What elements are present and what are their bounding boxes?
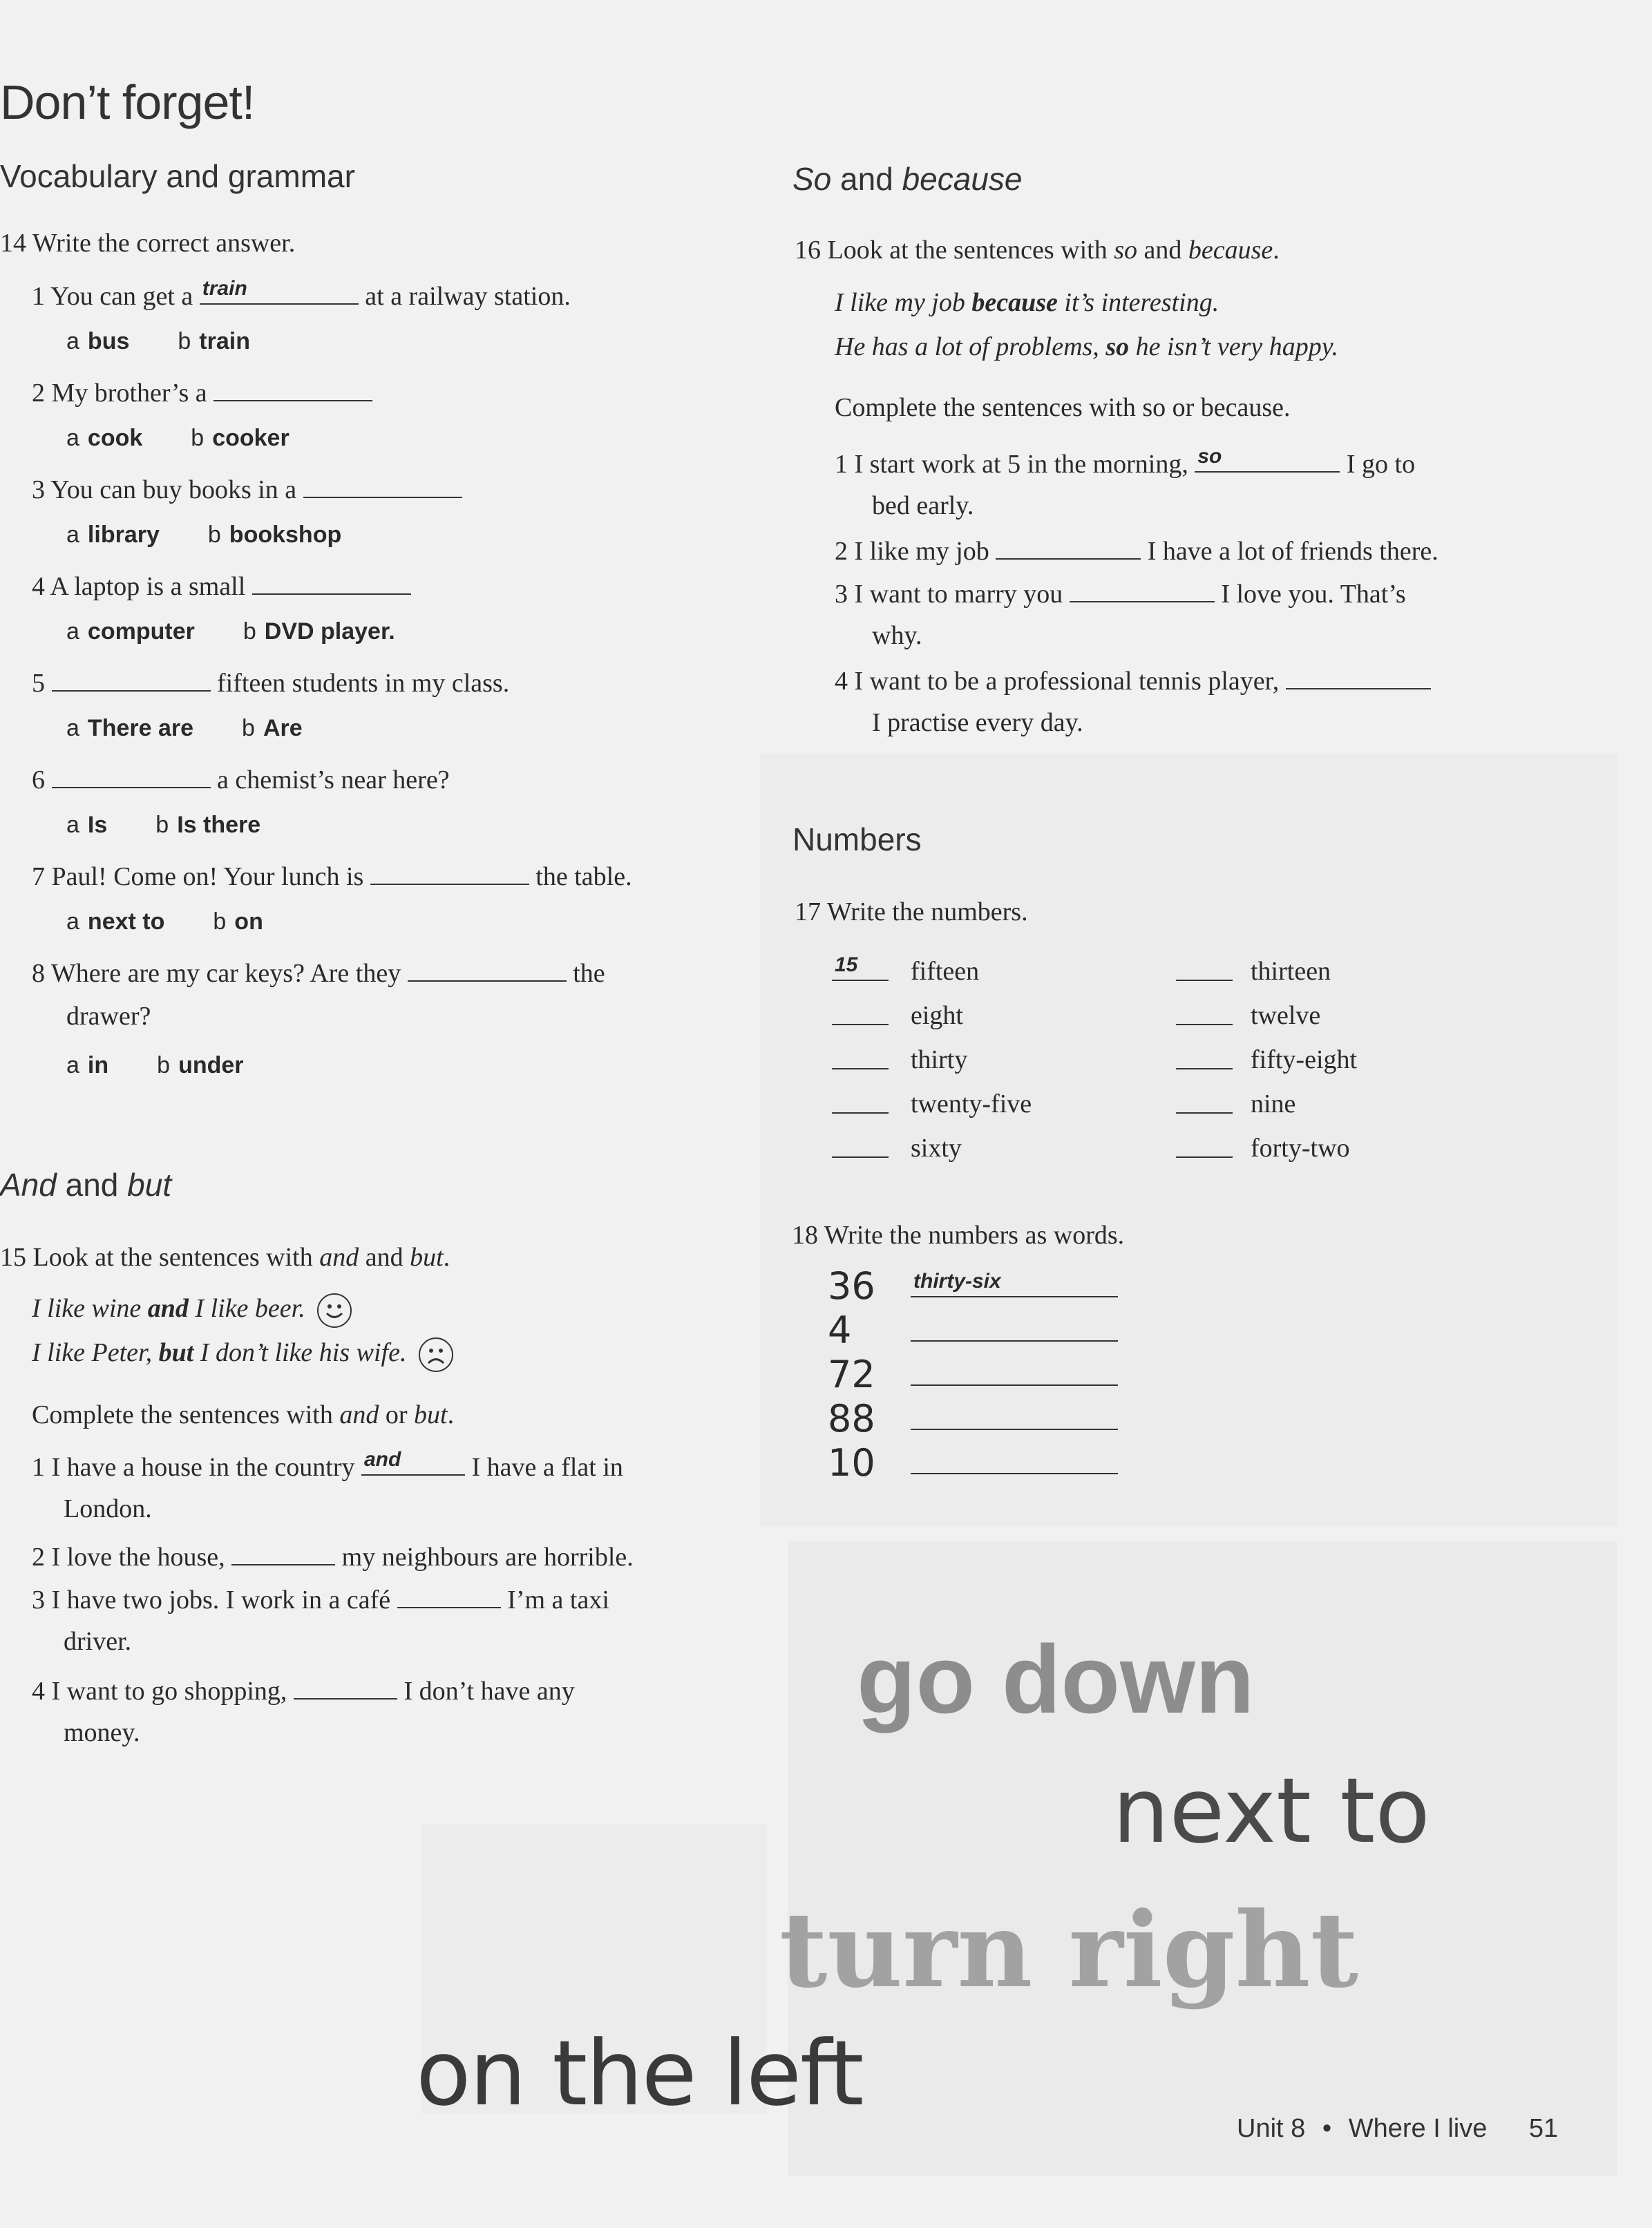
q14-instruction (0, 228, 295, 258)
handwritten-number: 72 (828, 1353, 875, 1396)
q16-example-1 (835, 287, 1219, 318)
page-footer (1237, 2114, 1558, 2144)
answer-text: thirty-six (913, 1270, 1001, 1293)
answer-blank[interactable] (213, 377, 372, 401)
option-a[interactable]: a cook (66, 425, 143, 451)
answer-blank[interactable] (370, 860, 529, 885)
q14-item (32, 763, 450, 795)
q14-item (32, 473, 462, 505)
item-number: 7 (32, 862, 45, 891)
option-a-text: computer (87, 618, 195, 645)
complete-end: . (447, 1400, 455, 1429)
answer-blank[interactable] (303, 473, 462, 498)
item-text-after: the table. (535, 862, 632, 891)
q14-item (32, 667, 509, 698)
ex2-a: I like Peter, (32, 1338, 159, 1367)
answer-text: 15 (835, 953, 858, 976)
q15-text-and: and (319, 1243, 359, 1272)
handwritten-number: 10 (828, 1441, 875, 1485)
item-text-after: I’m a taxi (507, 1586, 609, 1615)
footer-bullet: • (1322, 2114, 1332, 2143)
answer-blank[interactable] (1176, 1000, 1233, 1025)
q16-instruction (795, 235, 1280, 265)
q15-item (32, 1583, 609, 1615)
option-b[interactable]: b cooker (191, 425, 289, 451)
option-a-text: Is (87, 812, 108, 838)
option-b[interactable]: b on (213, 908, 263, 935)
option-b-text: under (178, 1052, 244, 1078)
ex1-a: I like wine (32, 1294, 148, 1323)
item-text-after: I have a flat in (471, 1453, 623, 1482)
q14-options (66, 328, 250, 355)
option-b-text: on (234, 908, 263, 935)
answer-blank[interactable] (1070, 578, 1215, 602)
q14-options (66, 812, 260, 839)
complete-but: but (414, 1400, 448, 1429)
q16-item-cont (872, 491, 974, 521)
ex2-c: I don’t like his wife. (193, 1338, 407, 1367)
number-word: thirty (911, 1045, 968, 1074)
q14-number: 14 (0, 229, 26, 258)
option-b[interactable]: b train (178, 328, 250, 354)
option-a-text: There are (87, 715, 194, 741)
q15-item (32, 1448, 623, 1483)
q14-item (32, 277, 571, 312)
q15-item (32, 1541, 634, 1572)
number-word: nine (1251, 1089, 1296, 1118)
item-text-before: I start work at 5 in the morning, (854, 450, 1188, 479)
item-text-before: I want to be a professional tennis player, (854, 667, 1280, 696)
answer-blank[interactable] (996, 535, 1141, 560)
footer-page-number: 51 (1528, 2114, 1559, 2143)
vocab-heading: Vocabulary and grammar (0, 158, 355, 194)
item-text-cont: London. (64, 1494, 152, 1523)
q16-item-cont (872, 620, 922, 651)
item-text-cont: I practise every day. (872, 708, 1083, 737)
item-text-before: I have a house in the country (51, 1453, 355, 1482)
option-b[interactable]: b DVD player. (243, 618, 395, 645)
option-a-text: in (87, 1052, 109, 1078)
answer-blank[interactable] (911, 1405, 1118, 1430)
q16-ex1-a: I like my job (835, 288, 972, 317)
numbers-heading: Numbers (792, 821, 922, 857)
heading-and2: and (831, 161, 902, 197)
item-number: 3 (32, 1586, 45, 1615)
decor-turn-right: turn right (779, 1889, 1358, 2011)
option-b[interactable]: b bookshop (207, 522, 342, 548)
q14-item (32, 570, 411, 602)
q18-text: Write the numbers as words. (824, 1221, 1125, 1250)
q14-options (66, 1052, 244, 1079)
q17-number: 17 (795, 897, 821, 926)
option-b-text: DVD player. (264, 618, 395, 645)
item-text-after: I love you. That’s (1221, 580, 1406, 609)
q16-ex2-b: so (1105, 332, 1130, 361)
answer-blank[interactable] (1176, 1133, 1233, 1158)
answer-blank[interactable] (832, 953, 889, 981)
item-text-before: I want to go shopping, (51, 1677, 287, 1706)
option-a[interactable]: a bus (66, 328, 130, 354)
q14-options (66, 522, 341, 549)
option-a-text: library (87, 522, 160, 548)
q16-ex2-c: he isn’t very happy. (1129, 332, 1338, 361)
item-text-before: I want to marry you (854, 580, 1063, 609)
page-title: Don’t forget! (0, 75, 255, 129)
q18-number: 18 (792, 1221, 818, 1250)
ex1-c: I like beer. (188, 1294, 305, 1323)
answer-blank[interactable] (911, 1449, 1118, 1474)
item-number: 4 (835, 667, 848, 696)
answer-blank[interactable] (832, 1133, 889, 1158)
item-text-cont: bed early. (872, 491, 974, 520)
q16-text-a: Look at the sentences with (827, 236, 1114, 265)
decor-on-the-left: on the left (416, 2021, 863, 2126)
number-word: twelve (1251, 1001, 1321, 1030)
q15-item-cont (64, 1494, 152, 1524)
heading-because: because (902, 161, 1023, 197)
item-text-before: Paul! Come on! Your lunch is (51, 862, 364, 891)
item-text-cont: drawer? (66, 1002, 151, 1031)
number-word: twenty-five (911, 1089, 1032, 1118)
item-text-before: I have two jobs. I work in a café (51, 1586, 391, 1615)
number-word: eight (911, 1001, 963, 1030)
item-number: 4 (32, 1677, 45, 1706)
item-number: 6 (32, 765, 45, 794)
answer-blank[interactable] (1286, 665, 1431, 689)
q14-options (66, 715, 303, 742)
decor-next-to: next to (1112, 1758, 1430, 1863)
number-word: forty-two (1251, 1134, 1350, 1163)
answer-text: so (1197, 445, 1222, 468)
item-text-cont: why. (872, 621, 922, 650)
option-b-text: bookshop (229, 522, 342, 548)
option-a[interactable]: a Is (66, 812, 108, 838)
handwritten-number: 4 (828, 1308, 852, 1352)
answer-blank[interactable] (832, 1045, 889, 1069)
item-number: 2 (32, 379, 45, 408)
q16-complete-instruction: Complete the sentences with so or because. (835, 393, 1291, 422)
q16-text-end: . (1273, 236, 1280, 265)
q16-text-so: so (1114, 236, 1138, 265)
q15-number: 15 (0, 1243, 26, 1272)
item-text-before: Where are my car keys? Are they (50, 959, 401, 988)
answer-blank[interactable] (408, 957, 567, 982)
q15-example-2 (32, 1337, 453, 1372)
option-b-text: cooker (212, 425, 289, 451)
q14-options (66, 618, 395, 645)
sad-face-icon (419, 1337, 453, 1372)
answer-blank[interactable] (1176, 1089, 1233, 1114)
q17-text: Write the numbers. (826, 897, 1028, 926)
and-but-heading (0, 1166, 171, 1203)
q16-number: 16 (795, 236, 821, 265)
footer-topic: Where I live (1348, 2114, 1488, 2143)
q14-item (32, 957, 605, 989)
heading-and: And (0, 1167, 57, 1203)
option-a[interactable]: a computer (66, 618, 195, 645)
item-number: 3 (32, 475, 45, 504)
handwritten-number: 36 (828, 1264, 875, 1308)
item-text-before: You can get a (50, 282, 193, 311)
number-word: sixty (911, 1134, 962, 1163)
heading-but: but (127, 1167, 172, 1203)
option-b[interactable]: b under (157, 1052, 244, 1078)
item-number: 1 (835, 450, 848, 479)
answer-blank[interactable] (252, 570, 411, 595)
q16-example-2 (835, 332, 1338, 362)
answer-blank[interactable] (832, 1000, 889, 1025)
number-word: fifty-eight (1251, 1045, 1358, 1074)
item-number: 2 (835, 537, 848, 566)
q15-text-a: Look at the sentences with (32, 1243, 320, 1272)
q14-options (66, 908, 263, 935)
q16-item (835, 578, 1406, 609)
item-number: 2 (32, 1543, 45, 1572)
item-text-after: I don’t have any (403, 1677, 575, 1706)
item-number: 1 (32, 1453, 45, 1482)
q15-complete-instruction (32, 1400, 454, 1430)
q16-text-because: because (1188, 236, 1273, 265)
complete-a: Complete the sentences with (32, 1400, 340, 1429)
heading-so: So (792, 161, 832, 197)
item-text-cont: money. (64, 1718, 140, 1747)
option-a-text: next to (87, 908, 165, 935)
item-text-before: You can buy books in a (50, 475, 297, 504)
item-number: 3 (835, 580, 848, 609)
q17-instruction (795, 897, 1028, 927)
item-number: 4 (32, 572, 45, 601)
answer-blank[interactable] (911, 1317, 1118, 1342)
q15-text-mid: and (359, 1243, 410, 1272)
answer-blank[interactable] (231, 1541, 335, 1565)
option-b[interactable]: b Are (242, 715, 303, 741)
heading-mid: and (56, 1167, 128, 1203)
item-text-after: the (573, 959, 605, 988)
answer-blank[interactable] (911, 1270, 1118, 1297)
option-b[interactable]: b Is there (155, 812, 261, 838)
answer-blank[interactable] (832, 1089, 889, 1114)
complete-and: and (339, 1400, 379, 1429)
q14-options (66, 425, 289, 452)
q15-instruction (0, 1242, 450, 1273)
answer-blank[interactable] (1195, 445, 1340, 473)
item-text-before: A laptop is a small (50, 572, 246, 601)
ex2-b: but (158, 1338, 194, 1367)
q16-ex2-a: He has a lot of problems, (835, 332, 1106, 361)
option-a[interactable]: a There are (66, 715, 194, 741)
answer-blank[interactable] (361, 1448, 465, 1476)
q14-item (32, 377, 372, 408)
q15-item (32, 1675, 575, 1706)
q14-item (32, 860, 632, 892)
option-b-text: Is there (177, 812, 261, 838)
q16-item (835, 445, 1416, 479)
item-text-after: fifteen students in my class. (217, 669, 510, 698)
q15-text-but: but (410, 1243, 444, 1272)
option-b-text: train (199, 328, 250, 354)
number-word: fifteen (911, 957, 980, 986)
q14-item-cont (66, 1001, 151, 1031)
number-word: thirteen (1251, 957, 1331, 986)
ex1-b: and (147, 1294, 189, 1323)
q14-text: Write the correct answer. (32, 229, 296, 258)
answer-text: and (363, 1448, 401, 1471)
answer-blank[interactable] (397, 1583, 501, 1608)
item-text-after: I have a lot of friends there. (1147, 537, 1439, 566)
handwritten-number: 88 (828, 1397, 875, 1440)
item-number: 8 (32, 959, 45, 988)
answer-blank[interactable] (200, 277, 359, 305)
q15-text-end: . (443, 1243, 450, 1272)
option-a[interactable]: a library (66, 522, 160, 548)
q16-ex1-c: it’s interesting. (1057, 288, 1219, 317)
answer-blank[interactable] (294, 1675, 397, 1699)
option-a[interactable]: a in (66, 1052, 109, 1078)
option-a[interactable]: a next to (66, 908, 165, 935)
item-text-cont: driver. (64, 1627, 132, 1656)
q16-item (835, 665, 1431, 696)
option-a-text: cook (87, 425, 143, 451)
item-text-after: at a railway station. (365, 282, 571, 311)
q16-text-mid: and (1137, 236, 1188, 265)
item-text-before: My brother’s a (51, 379, 207, 408)
q15-example-1 (32, 1293, 352, 1328)
item-text-before: I love the house, (51, 1543, 225, 1572)
answer-blank[interactable] (52, 667, 211, 692)
answer-text: train (202, 277, 247, 300)
footer-unit: Unit 8 (1237, 2114, 1306, 2143)
q15-item-cont (64, 1717, 140, 1748)
option-a-text: bus (87, 328, 130, 354)
q16-item (835, 535, 1439, 566)
answer-blank[interactable] (911, 1361, 1118, 1386)
so-because-heading (792, 160, 1023, 198)
item-number: 5 (32, 669, 45, 698)
answer-blank[interactable] (1176, 1045, 1233, 1069)
decor-go-down: go down (857, 1625, 1255, 1733)
q15-item-cont (64, 1626, 131, 1657)
item-text-before: I like my job (854, 537, 989, 566)
answer-blank[interactable] (1176, 956, 1233, 981)
item-text-after: I go to (1346, 450, 1416, 479)
q16-item-cont (872, 707, 1083, 738)
complete-mid: or (379, 1400, 414, 1429)
item-number: 1 (32, 282, 45, 311)
smiley-face-icon (317, 1293, 352, 1328)
option-b-text: Are (263, 715, 303, 741)
q16-ex1-b: because (971, 288, 1058, 317)
item-text-after: a chemist’s near here? (217, 765, 450, 794)
answer-blank[interactable] (52, 763, 211, 788)
q18-instruction (792, 1220, 1124, 1250)
item-text-after: my neighbours are horrible. (341, 1543, 634, 1572)
